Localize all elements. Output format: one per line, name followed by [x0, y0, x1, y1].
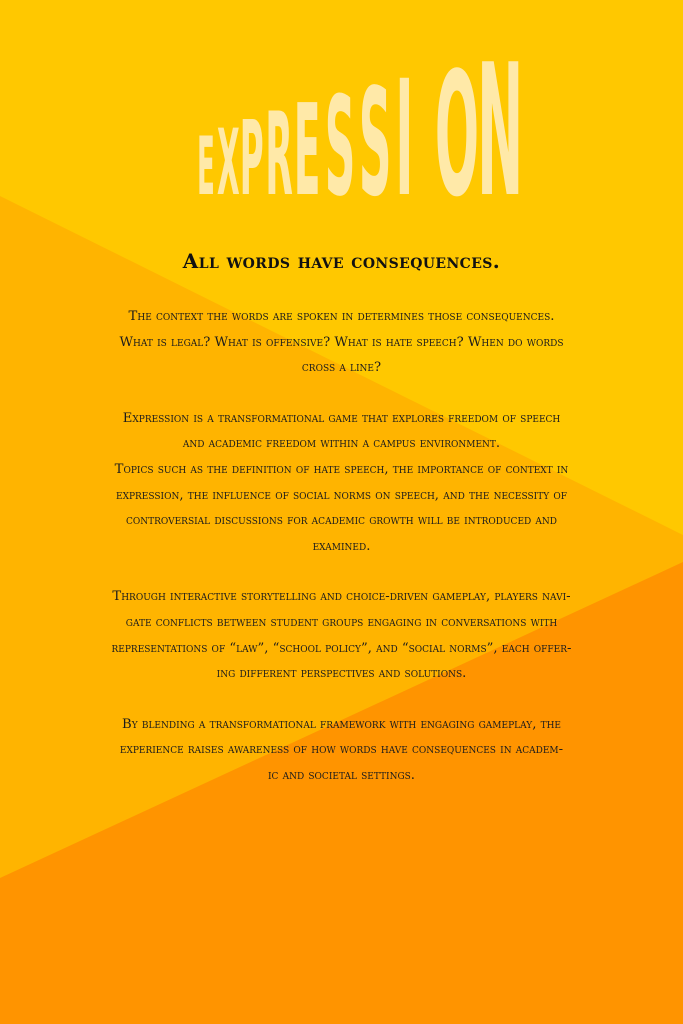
paragraph-line: gate conflicts between student groups engaging in conversations with	[125, 614, 558, 630]
logo-letter: E	[293, 77, 321, 224]
description-paragraph	[40, 406, 643, 560]
paragraph-line: What is legal? What is offensive? What is hate speech? When do words	[119, 334, 564, 350]
gameplay-paragraph	[40, 584, 643, 686]
expression-logo	[195, 24, 524, 238]
paragraph-line: Expression is a transformational game that explores freedom of speech	[122, 410, 561, 426]
paragraph-line: The context the words are spoken in determines those consequences.	[128, 309, 555, 324]
logo-letter: R	[265, 88, 293, 221]
logo-letter: E	[197, 121, 215, 215]
paragraph-line: and academic freedom within a campus environment.	[182, 436, 501, 452]
logo-letter: O	[434, 35, 480, 235]
paragraph-line: representations of “law”, “school policy”, and “social norms”, each offer-	[111, 640, 572, 656]
intro-paragraph	[40, 304, 643, 381]
paragraph-line: By blending a transformational framework with engaging gameplay, the	[122, 716, 561, 732]
headline: All words have consequences.	[182, 249, 501, 273]
paragraph-line: Topics such as the definition of hate speech, the importance of context in	[114, 461, 569, 477]
paragraph-line: examined.	[312, 538, 371, 554]
paragraph-line: ic and societal settings.	[267, 767, 416, 783]
paragraph-line: cross a line?	[301, 360, 382, 376]
logo-letter: N	[477, 24, 524, 238]
paragraph-line: expression, the influence of social norms on speech, and the necessity of	[116, 487, 567, 503]
main-content	[40, 248, 643, 814]
paragraph-line: experience raises awareness of how words have consequences in academ-	[119, 742, 564, 758]
closing-paragraph	[40, 712, 643, 789]
logo-letter: S	[358, 56, 392, 230]
logo-letter: S	[324, 67, 356, 227]
logo-letter: P	[239, 98, 264, 219]
paragraph-line: Through interactive storytelling and choice-driven gameplay, players navi-	[112, 589, 571, 605]
paragraph-line: controversial discussions for academic growth will be introduced and	[125, 513, 558, 529]
logo-letter: I	[395, 46, 414, 232]
paragraph-line: ing different perspectives and solutions.	[216, 666, 467, 682]
logo-letter: X	[217, 110, 240, 217]
